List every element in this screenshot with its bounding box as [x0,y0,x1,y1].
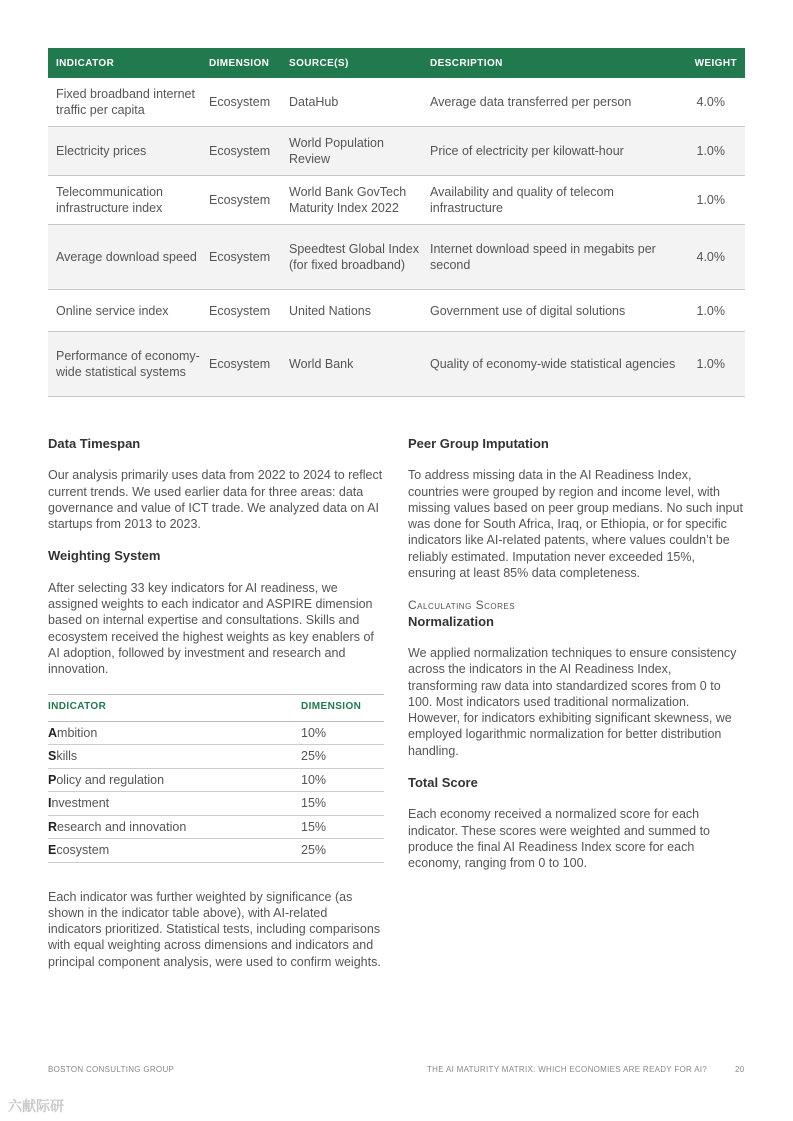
table-row [48,176,745,225]
data-timespan-text: Our analysis primarily uses data from 2022 to 2024 to reflect current trends. We used earlier data for three areas: data governance and value of ICT trade. We analyzed data on AI startups from 2013 to 2023. [48,468,383,532]
table-row [48,792,384,816]
table-row [48,745,384,769]
dimension-table-header [48,695,384,722]
footer-title: THE AI MATURITY MATRIX: WHICH ECONOMIES ARE READY FOR AI? [427,1065,708,1074]
cell-description: Price of electricity per kilowatt-hour [430,144,624,158]
calculating-scores-heading: Calculating Scores [408,598,516,613]
cell-weight: 1.0% [696,303,725,318]
table-row [48,839,384,863]
cell-indicator: Electricity prices [56,144,147,158]
table-row [48,78,745,127]
dimension-weight: 25% [301,749,327,764]
table-row [48,722,384,746]
table-row [48,332,745,397]
header-dimension: DIMENSION [301,701,362,713]
dimension-weight: 25% [301,843,327,858]
cell-dimension: Ecosystem [209,144,271,158]
table-row [48,769,384,793]
cell-weight: 1.0% [696,193,725,207]
cell-weight: 4.0% [696,95,725,109]
cell-indicator: Performance of economy-wide statistical systems [56,349,200,379]
dimension-weight: 10% [301,772,327,787]
dimension-weight: 10% [301,725,327,740]
indicator-table-header [48,48,745,78]
cell-source: World Bank [289,357,354,371]
cell-description: Average data transferred per person [430,95,632,109]
header-sources: SOURCE(S) [289,57,349,69]
cell-description: Internet download speed in megabits per second [430,242,656,272]
cell-dimension: Ecosystem [209,193,271,207]
dimension-name: Ecosystem [48,843,110,858]
left-column [48,436,384,986]
normalization-heading: Normalization [408,613,494,629]
indicator-table [48,48,745,397]
header-description: DESCRIPTION [430,57,503,69]
dimension-weights-table [48,694,384,863]
dimension-name: Ambition [48,725,98,740]
cell-description: Quality of economy-wide statistical agencies [430,357,676,371]
normalization-text: We applied normalization techniques to ensure consistency across the indicators in the AI Readiness Index, transforming raw data into standardized scores from 0 to 100. Most indicators used traditional normalization. However, for indicators exhibiting significant skewness, we employed logarithmic normalization for better distribution handling. [408,645,737,758]
cell-indicator: Average download speed [56,250,197,264]
dimension-name: Policy and regulation [48,772,165,787]
weighting-system-text: After selecting 33 key indicators for AI readiness, we assigned weights to each indicator and ASPIRE dimension based on internal expertise and consultations. Skills and ecosystem received the highest weights as key enablers of AI adoption, followed by investment and research and innovation. [48,580,374,677]
cell-dimension: Ecosystem [209,303,271,318]
footer-left: BOSTON CONSULTING GROUP [48,1065,175,1074]
dimension-name: Skills [48,749,78,764]
cell-indicator: Online service index [56,303,169,318]
header-indicator: INDICATOR [48,701,107,713]
dimension-weight: 15% [301,819,327,834]
data-timespan-heading: Data Timespan [48,436,141,451]
header-dimension: DIMENSION [209,57,270,69]
page-number: 20 [735,1065,745,1074]
total-score-text: Each economy received a normalized score for each indicator. These scores were weighted and summed to produce the final AI Readiness Index score for each economy, ranging from 0 to 100. [408,807,711,871]
cell-description: Government use of digital solutions [430,303,626,318]
cell-source: World Population Review [289,136,384,166]
cell-dimension: Ecosystem [209,95,271,109]
cell-source: United Nations [289,303,371,318]
dimension-weight: 15% [301,796,327,811]
table-row [48,816,384,840]
header-indicator: INDICATOR [56,57,115,69]
right-column [408,436,744,888]
cell-indicator: Fixed broadband internet traffic per capita [56,87,195,117]
dimension-name: Research and innovation [48,819,187,834]
table-row [48,127,745,176]
cell-source: DataHub [289,95,339,109]
header-weight: WEIGHT [694,57,737,69]
total-score-heading: Total Score [408,775,478,791]
watermark: 六献际研 [8,1098,64,1114]
dimension-name: Investment [48,796,110,811]
cell-dimension: Ecosystem [209,250,271,264]
peer-group-imputation-text: To address missing data in the AI Readiness Index, countries were grouped by region and income level, with missing values based on peer group medians. No such input was done for South Africa, Iraq, or Ethiopia, or for specific indicators like AI-related patents, where values couldn’t be reliably estimated. Imputation never exceeded 15%, ensuring at least 85% data completeness. [408,468,743,581]
cell-description: Availability and quality of telecom infrastructure [430,185,614,215]
cell-weight: 1.0% [696,357,725,371]
table-row [48,225,745,290]
cell-source: World Bank GovTech Maturity Index 2022 [289,185,407,215]
cell-indicator: Telecommunication infrastructure index [56,185,163,215]
cell-source: Speedtest Global Index (for fixed broadband) [289,242,419,272]
table-row [48,290,745,332]
weighting-closing-text: Each indicator was further weighted by significance (as shown in the indicator table above), with AI-related indicators prioritized. Statistical tests, including comparisons with equal weighting across dimensions and indicators and principal component analysis, were used to confirm weights. [48,889,381,969]
weighting-system-heading: Weighting System [48,548,161,564]
cell-dimension: Ecosystem [209,357,271,371]
cell-weight: 4.0% [696,250,725,264]
peer-group-imputation-heading: Peer Group Imputation [408,436,549,451]
cell-weight: 1.0% [696,144,725,158]
